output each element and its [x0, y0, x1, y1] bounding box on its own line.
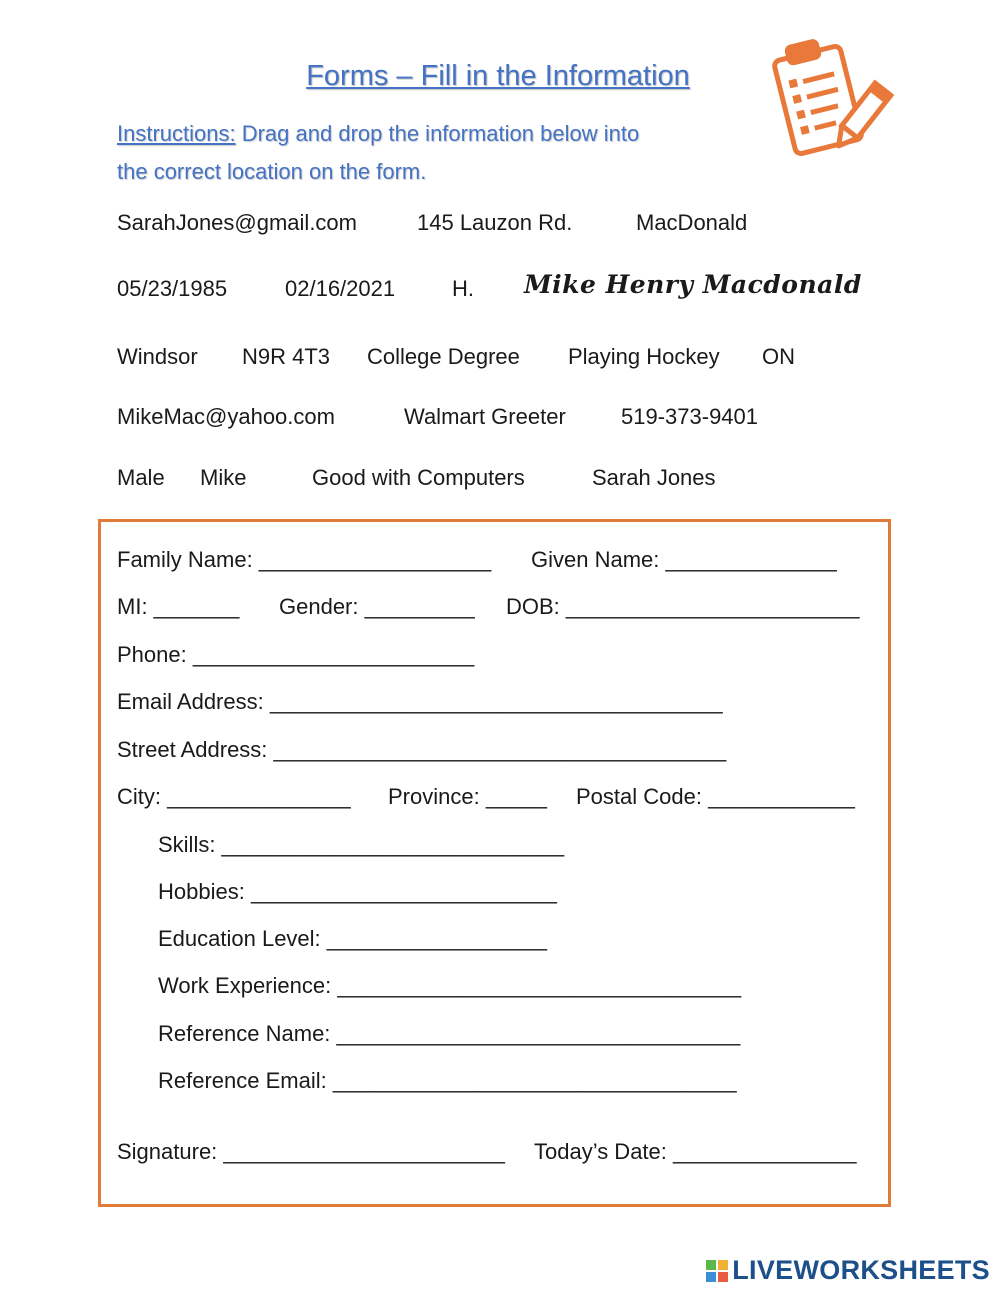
word-work[interactable]: Walmart Greeter	[404, 404, 566, 429]
field-province[interactable]: Province: _____	[388, 784, 547, 809]
instructions-text-1: Drag and drop the information below into	[235, 121, 640, 146]
instructions-line-1	[117, 121, 639, 147]
field-dob[interactable]: DOB: ________________________	[506, 594, 860, 619]
field-education[interactable]: Education Level: __________________	[158, 926, 548, 951]
word-hobby[interactable]: Playing Hockey	[568, 344, 720, 369]
liveworksheets-logo	[706, 1255, 990, 1286]
field-family-name[interactable]: Family Name: ___________________	[117, 547, 492, 572]
logo-text: LIVEWORKSHEETS	[732, 1255, 990, 1285]
word-email-sarah[interactable]: SarahJones@gmail.com	[117, 210, 357, 235]
instructions-line-2: the correct location on the form.	[117, 159, 427, 184]
word-initial[interactable]: H.	[452, 276, 474, 301]
word-phone[interactable]: 519-373-9401	[621, 404, 759, 429]
word-dob[interactable]: 05/23/1985	[117, 276, 228, 301]
field-skills[interactable]: Skills: ____________________________	[158, 832, 565, 857]
word-reference[interactable]: Sarah Jones	[592, 465, 716, 490]
word-postal[interactable]: N9R 4T3	[242, 344, 331, 369]
field-street[interactable]: Street Address: _____________________________________	[117, 737, 727, 762]
field-email[interactable]: Email Address: _____________________________________	[117, 689, 723, 714]
word-city[interactable]: Windsor	[117, 344, 198, 369]
field-hobbies[interactable]: Hobbies: _________________________	[158, 879, 557, 904]
word-email-mike[interactable]: MikeMac@yahoo.com	[117, 404, 335, 429]
field-gender[interactable]: Gender: _________	[279, 594, 475, 619]
word-gender[interactable]: Male	[117, 465, 165, 490]
clipboard-pencil-icon	[772, 30, 894, 160]
word-street[interactable]: 145 Lauzon Rd.	[417, 210, 573, 235]
field-mi[interactable]: MI: _______	[117, 594, 240, 619]
field-signature[interactable]: Signature: _______________________	[117, 1139, 505, 1164]
word-province[interactable]: ON	[762, 344, 795, 369]
word-family-name[interactable]: MacDonald	[636, 210, 748, 235]
field-today-date[interactable]: Today’s Date: _______________	[534, 1139, 857, 1164]
instructions-label: Instructions:	[117, 121, 236, 146]
word-given-name[interactable]: Mike	[200, 465, 247, 490]
field-ref-email[interactable]: Reference Email: _________________________________	[158, 1068, 737, 1093]
field-city[interactable]: City: _______________	[117, 784, 351, 809]
form-box	[98, 519, 891, 1207]
page-title: Forms – Fill in the Information	[306, 60, 690, 92]
field-phone[interactable]: Phone: _______________________	[117, 642, 475, 667]
field-ref-name[interactable]: Reference Name: _________________________________	[158, 1021, 741, 1046]
field-postal[interactable]: Postal Code: ____________	[576, 784, 855, 809]
field-given-name[interactable]: Given Name: ______________	[531, 547, 837, 572]
word-signature[interactable]: Mike Henry Macdonald	[524, 270, 862, 299]
field-work[interactable]: Work Experience: _________________________________	[158, 973, 742, 998]
word-education[interactable]: College Degree	[367, 344, 520, 369]
word-skills[interactable]: Good with Computers	[312, 465, 525, 490]
logo-tiles-icon	[706, 1260, 728, 1282]
word-today[interactable]: 02/16/2021	[285, 276, 396, 301]
